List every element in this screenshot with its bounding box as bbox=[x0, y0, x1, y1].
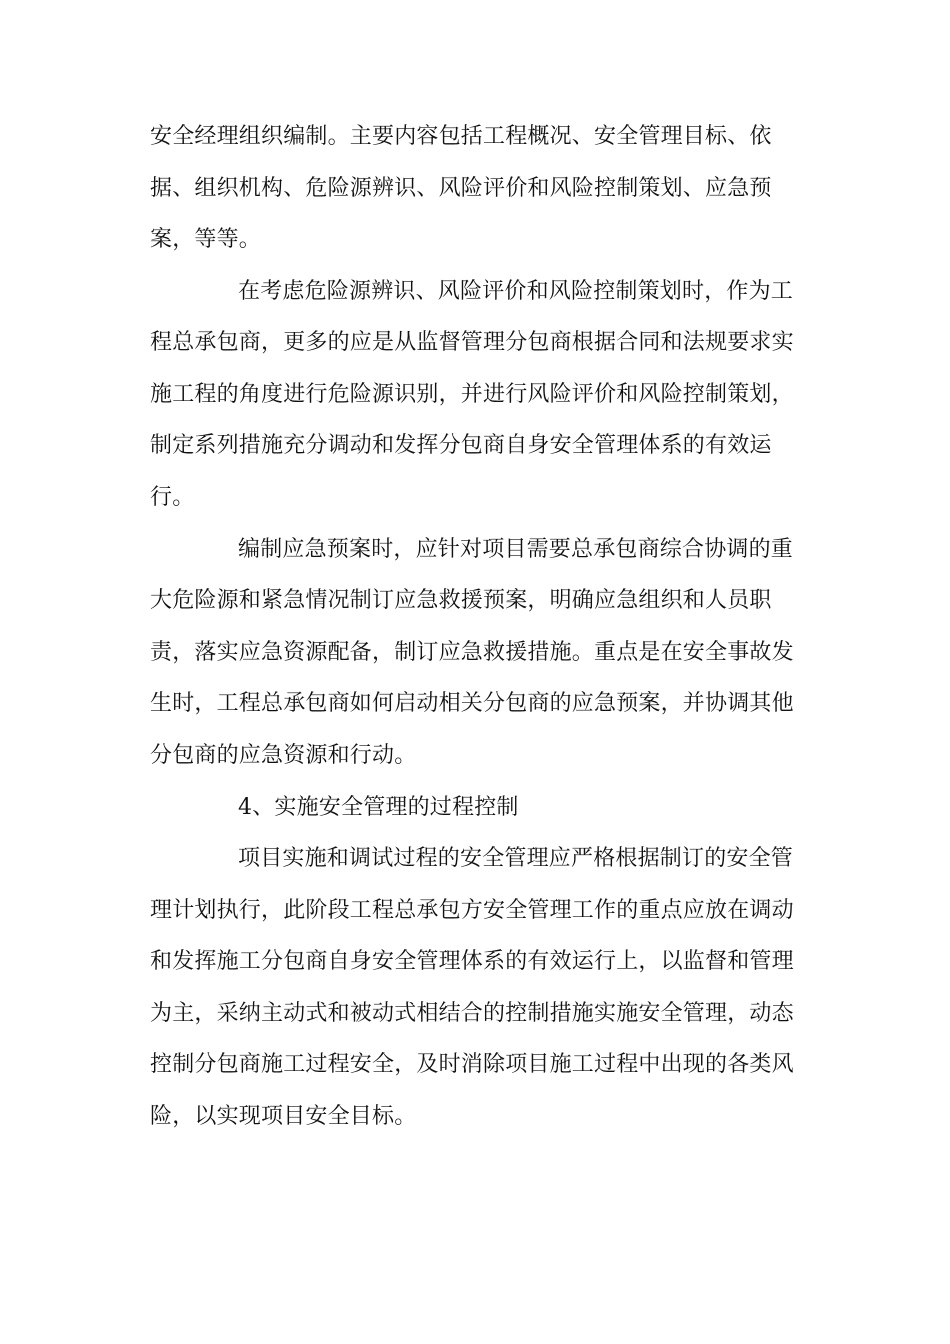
paragraph-1-line-1: 安全经理组织编制。主要内容包括工程概况、安全管理目标、依 bbox=[150, 124, 772, 149]
paragraph-1-line-2: 据、组织机构、危险源辨识、风险评价和风险控制策划、应急预 bbox=[150, 176, 772, 201]
paragraph-2-line-2: 程总承包商，更多的应是从监督管理分包商根据合同和法规要求实 bbox=[150, 330, 794, 355]
paragraph-4-line-2: 理计划执行，此阶段工程总承包方安全管理工作的重点应放在调动 bbox=[150, 898, 794, 923]
paragraph-2-line-5: 行。 bbox=[150, 485, 195, 510]
paragraph-1-line-3: 案，等等。 bbox=[150, 227, 262, 252]
paragraph-4-line-4: 为主，采纳主动式和被动式相结合的控制措施实施安全管理，动态 bbox=[150, 1001, 794, 1026]
paragraph-2-line-4: 制定系列措施充分调动和发挥分包商自身安全管理体系的有效运 bbox=[150, 433, 772, 458]
paragraph-2-line-3: 施工程的角度进行危险源识别，并进行风险评价和风险控制策划， bbox=[150, 382, 794, 407]
paragraph-3-line-5: 分包商的应急资源和行动。 bbox=[150, 743, 417, 768]
paragraph-3-line-2: 大危险源和紧急情况制订应急救援预案，明确应急组织和人员职 bbox=[150, 588, 772, 613]
paragraph-4-line-5: 控制分包商施工过程安全，及时消除项目施工过程中出现的各类风 bbox=[150, 1052, 794, 1077]
paragraph-4-line-3: 和发挥施工分包商自身安全管理体系的有效运行上，以监督和管理 bbox=[150, 949, 794, 974]
paragraph-2-line-1: 在考虑危险源辨识、风险评价和风险控制策划时，作为工 bbox=[238, 279, 794, 304]
section-heading: 4、实施安全管理的过程控制 bbox=[238, 795, 519, 820]
paragraph-3-line-4: 生时，工程总承包商如何启动相关分包商的应急预案，并协调其他 bbox=[150, 691, 794, 716]
paragraph-4-line-1: 项目实施和调试过程的安全管理应严格根据制订的安全管 bbox=[238, 846, 794, 871]
paragraph-4-line-6: 险，以实现项目安全目标。 bbox=[150, 1104, 417, 1129]
paragraph-3-line-3: 责，落实应急资源配备，制订应急救援措施。重点是在安全事故发 bbox=[150, 640, 794, 665]
paragraph-3-line-1: 编制应急预案时，应针对项目需要总承包商综合协调的重 bbox=[238, 537, 794, 562]
